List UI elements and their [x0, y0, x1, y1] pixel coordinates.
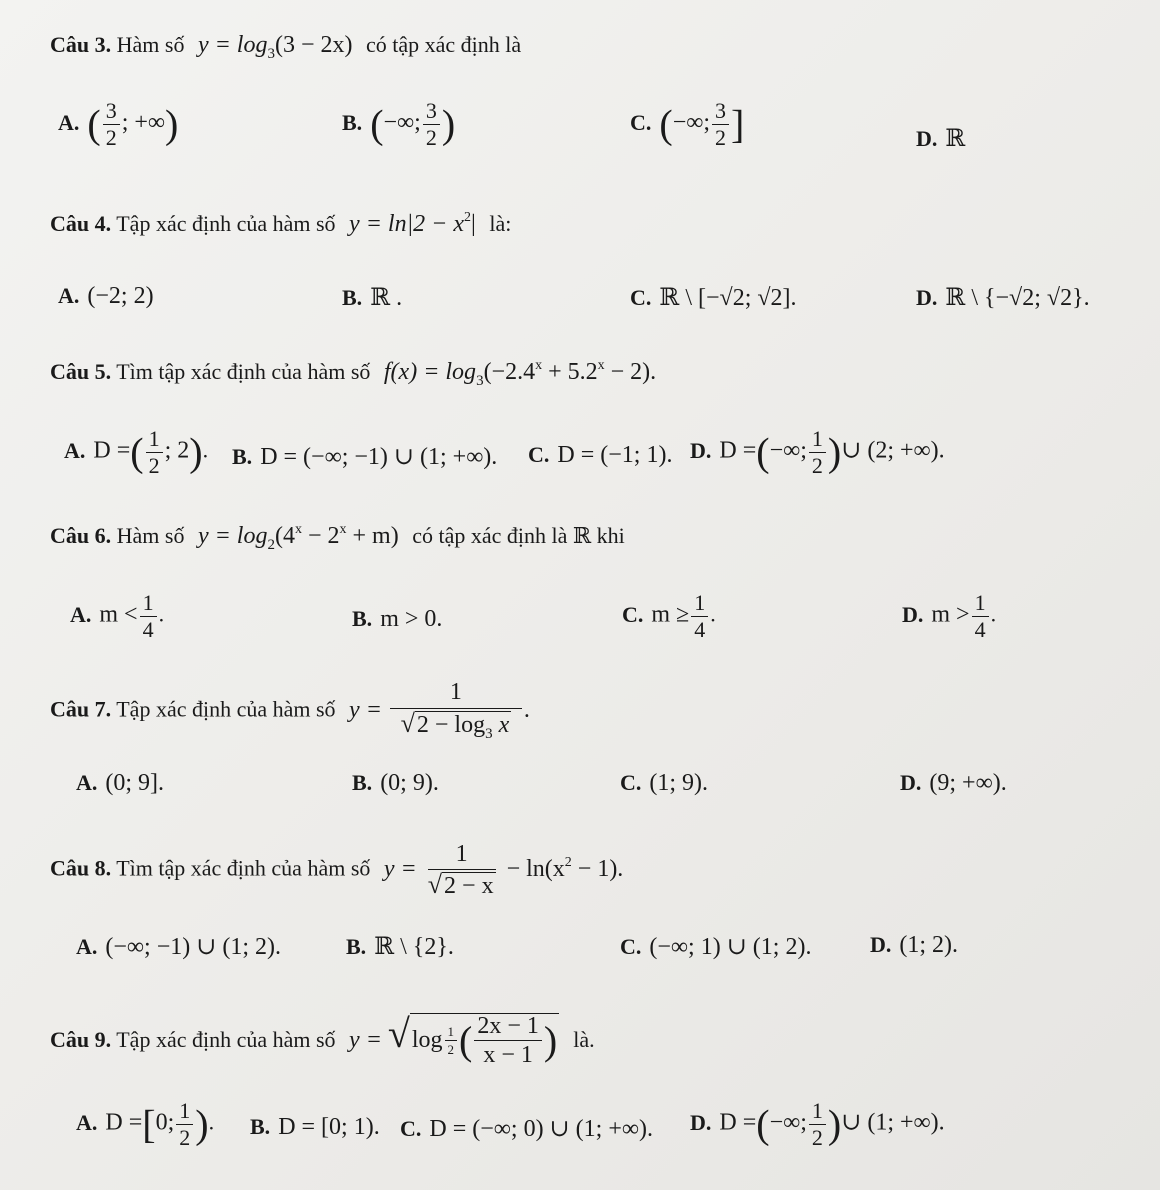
option-b[interactable]: B. (0; 9).	[352, 770, 439, 796]
option-c[interactable]: C. (−∞; $\frac{3}{2}$ ]	[630, 98, 745, 150]
question-text: Tìm tập xác định của hàm số	[116, 855, 371, 881]
option-d[interactable]: D. (9; +∞).	[900, 770, 1007, 796]
option-b[interactable]: B. (−∞; $\frac{3}{2}$ )	[342, 98, 456, 150]
option-d[interactable]: D. ℝ \ {−√2; √2}.	[916, 285, 1090, 311]
function-formula: y = $\frac{1}{√2 - x}$ − $\ln(x^2 - 1)$.	[383, 841, 624, 899]
option-b[interactable]: B. ℝ \ {2}.	[346, 934, 454, 960]
question-label: Câu 4.	[50, 211, 112, 236]
question-label: Câu 7.	[50, 696, 112, 722]
option-c[interactable]: C. (−∞; 1) ∪ (1; 2).	[620, 934, 812, 960]
question-label: Câu 3.	[50, 32, 112, 57]
option-b[interactable]: B. m > 0.	[352, 606, 443, 632]
option-a[interactable]: A. (−2; 2)	[58, 283, 154, 309]
question-text: Tập xác định của hàm số	[116, 696, 336, 722]
question-label: Câu 9.	[50, 1027, 112, 1052]
option-c[interactable]: C. D = (−∞; 0) ∪ (1; +∞).	[400, 1116, 653, 1142]
question-label: Câu 5.	[50, 359, 112, 384]
option-b[interactable]: B. D = (−∞; −1) ∪ (1; +∞).	[232, 444, 498, 470]
option-c[interactable]: C. (1; 9).	[620, 770, 709, 796]
question-text: Hàm số	[116, 32, 185, 57]
question-text: Tập xác định của hàm số	[116, 1027, 336, 1052]
function-formula: $f(x) = \log_3(-2.4^x + 5.2^x - 2)$.	[383, 358, 657, 389]
question-tail: có tập xác định là	[366, 32, 522, 57]
option-a[interactable]: A. m < $\frac{1}{4}$ .	[70, 590, 165, 642]
option-a[interactable]: A. D =( $\frac{1}{2}$ ; 2).	[64, 426, 209, 478]
function-formula: y = √ log $\frac{1}{2}$ ( $\frac{2x - 1}{x - 1}$ )	[349, 1011, 558, 1068]
question-tail: là.	[573, 1027, 595, 1052]
question-4	[50, 210, 511, 238]
question-tail: là:	[489, 211, 512, 236]
option-d[interactable]: D. D =(−∞; $\frac{1}{2}$ )∪ (2; +∞).	[690, 426, 945, 478]
function-formula: y = $\frac{1}{√2 - \log_3 x}$ .	[349, 679, 530, 742]
option-d[interactable]: D. ℝ	[916, 126, 966, 152]
option-b[interactable]: B. D = [0; 1).	[250, 1114, 380, 1140]
question-text: Tìm tập xác định của hàm số	[116, 359, 371, 384]
option-c[interactable]: C. D = (−1; 1).	[528, 442, 673, 468]
option-a[interactable]: A. (0; 9].	[76, 770, 165, 796]
option-d[interactable]: D. (1; 2).	[870, 932, 959, 958]
function-formula: $y = \log_3(3 - 2x)$	[197, 32, 353, 62]
question-9	[50, 1010, 595, 1067]
question-text: Hàm số	[116, 523, 185, 548]
question-8	[50, 842, 623, 898]
question-7	[50, 680, 530, 742]
question-text: Tập xác định của hàm số	[116, 211, 336, 236]
option-c[interactable]: C. ℝ \ [−√2; √2].	[630, 285, 797, 311]
option-a[interactable]: A. (−∞; −1) ∪ (1; 2).	[76, 934, 281, 960]
option-c[interactable]: C. m ≥ $\frac{1}{4}$ .	[622, 590, 716, 642]
question-6	[50, 522, 625, 554]
question-label: Câu 8.	[50, 855, 112, 881]
question-3	[50, 32, 521, 63]
question-tail: có tập xác định là ℝ khi	[412, 523, 625, 548]
option-b[interactable]: B. ℝ .	[342, 285, 403, 311]
option-a[interactable]: A. ( $\frac{3}{2}$ ; +∞)	[58, 98, 179, 150]
question-label: Câu 6.	[50, 523, 112, 548]
option-d[interactable]: D. m > $\frac{1}{4}$ .	[902, 590, 997, 642]
function-formula: $y = \log_2(4^x - 2^x + m)$	[197, 522, 399, 553]
function-formula: $y = \ln|2 - x^2|$	[349, 210, 476, 237]
option-d[interactable]: D. D =(−∞; $\frac{1}{2}$ )∪ (1; +∞).	[690, 1098, 945, 1150]
question-5	[50, 358, 656, 390]
option-a[interactable]: A. D =[0; $\frac{1}{2}$ ).	[76, 1098, 215, 1150]
